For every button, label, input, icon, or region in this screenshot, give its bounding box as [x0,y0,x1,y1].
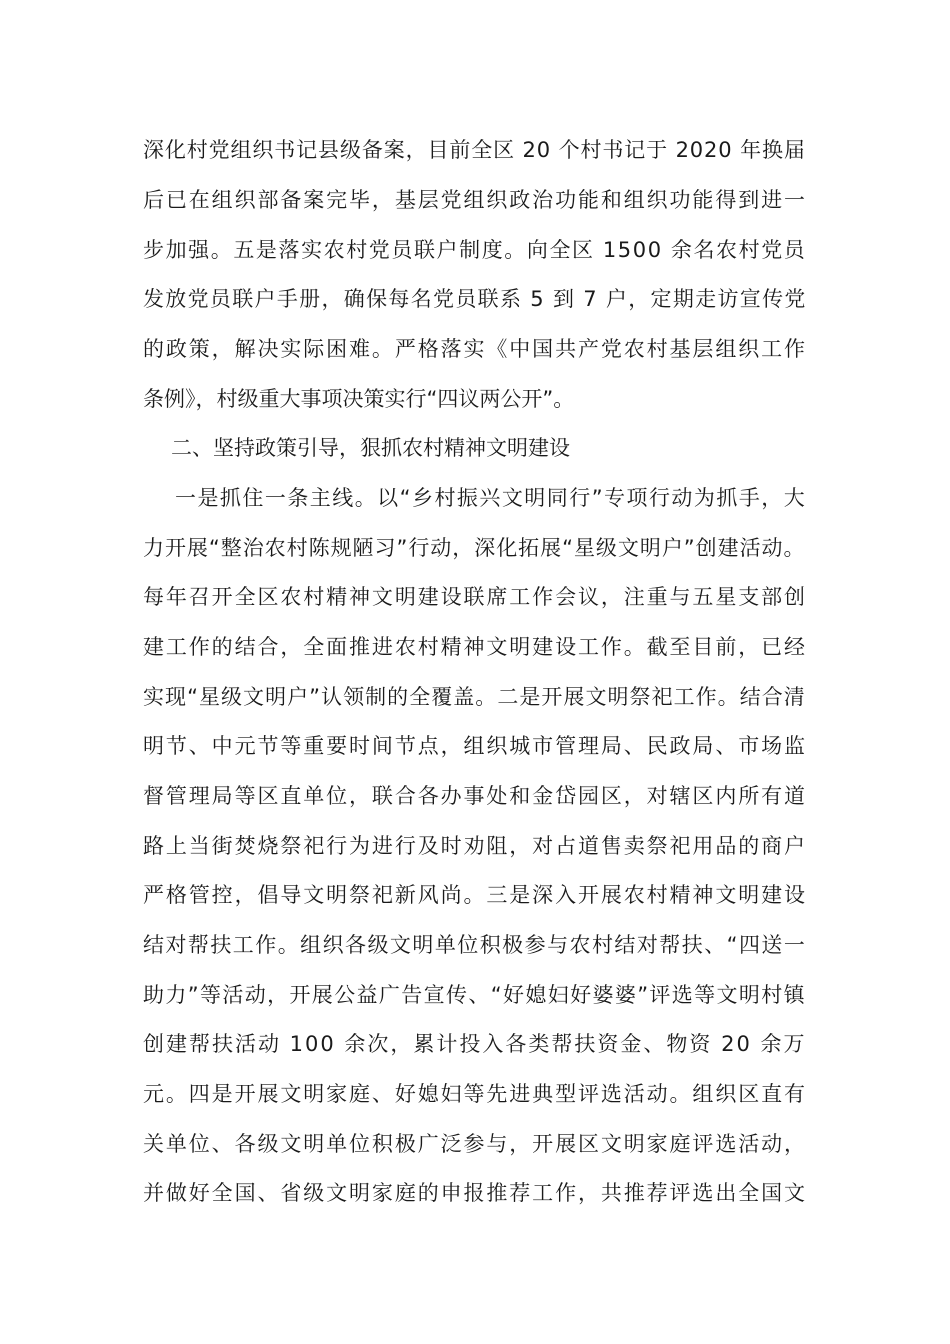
text-line: 结对帮扶工作。组织各级文明单位积极参与农村结对帮扶、“四送一 [143,933,807,957]
text-line: 实现“星级文明户”认领制的全覆盖。二是开展文明祭祀工作。结合清 [143,685,806,709]
text-line: 并做好全国、省级文明家庭的申报推荐工作，共推荐评选出全国文 [143,1181,807,1205]
text-line: 发放党员联户手册，确保每名党员联系 5 到 7 户，定期走访宣传党 [143,287,807,311]
paragraph-first-line: 一是抓住一条主线。以“乡村振兴文明同行”专项行动为抓手，大 [175,486,807,510]
text-line: 后已在组织部备案完毕，基层党组织政治功能和组织功能得到进一 [143,188,807,212]
text-line: 条例》，村级重大事项决策实行“四议两公开”。 [143,387,575,411]
text-line: 步加强。五是落实农村党员联户制度。向全区 1500 余名农村党员 [143,238,807,262]
text-line: 深化村党组织书记县级备案，目前全区 20 个村书记于 2020 年换届 [143,138,806,162]
text-line: 路上当街焚烧祭祀行为进行及时劝阻，对占道售卖祭祀用品的商户 [143,834,807,858]
text-line: 创建帮扶活动 100 余次，累计投入各类帮扶资金、物资 20 余万 [143,1032,807,1056]
text-line: 助力”等活动，开展公益广告宣传、“好媳妇好婆婆”评选等文明村镇 [143,983,807,1007]
text-line: 督管理局等区直单位，联合各办事处和金岱园区，对辖区内所有道 [143,784,807,808]
section-heading: 二、坚持政策引导，狠抓农村精神文明建设 [171,436,570,460]
text-line: 元。四是开展文明家庭、好媳妇等先进典型评选活动。组织区直有 [143,1082,807,1106]
text-line: 力开展“整治农村陈规陋习”行动，深化拓展“星级文明户”创建活动。 [143,536,806,560]
text-line: 关单位、各级文明单位积极广泛参与，开展区文明家庭评选活动， [143,1132,807,1156]
text-line: 建工作的结合，全面推进农村精神文明建设工作。截至目前，已经 [143,635,807,659]
text-line: 每年召开全区农村精神文明建设联席工作会议，注重与五星支部创 [143,585,807,609]
text-line: 严格管控，倡导文明祭祀新风尚。三是深入开展农村精神文明建设 [143,883,807,907]
text-line: 明节、中元节等重要时间节点，组织城市管理局、民政局、市场监 [143,734,807,758]
text-line: 的政策，解决实际困难。严格落实《中国共产党农村基层组织工作 [143,337,807,361]
